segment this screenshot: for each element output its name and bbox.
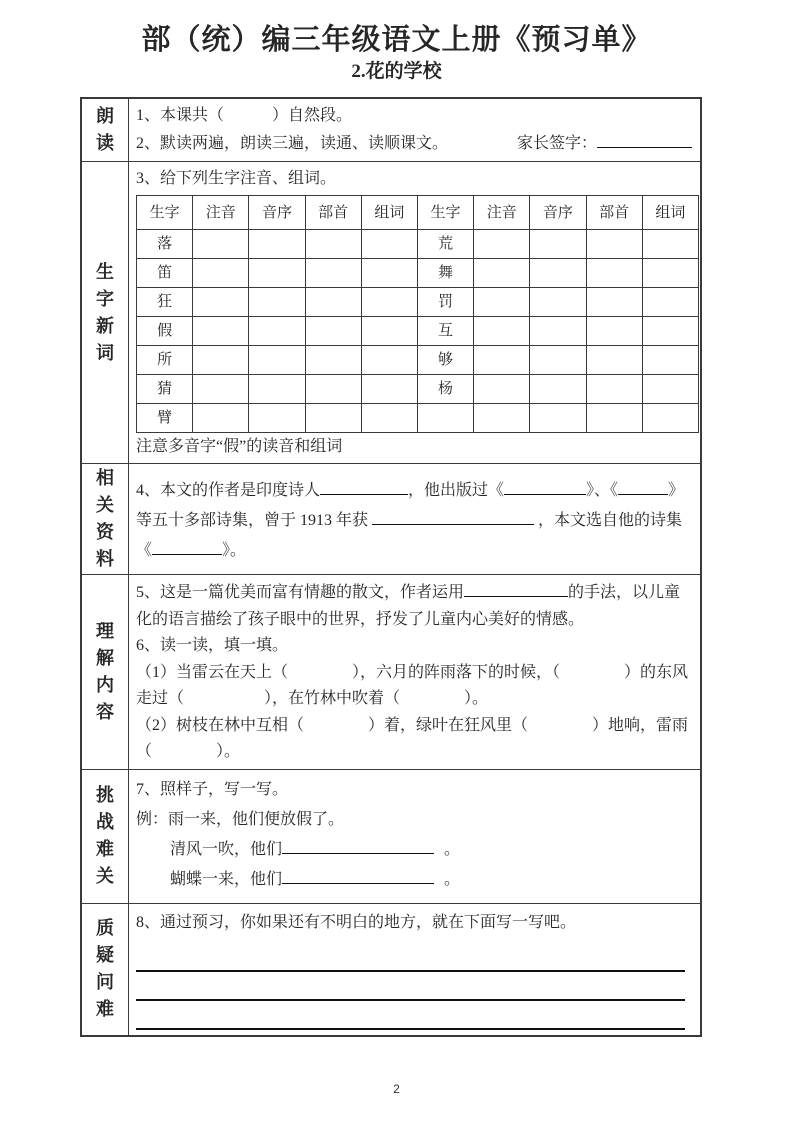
char-table-header: 组词: [642, 196, 698, 230]
reading-item-2: 2、默读两遍，朗读三遍，读通、读顺课文。: [136, 135, 449, 152]
blank-underline: [464, 582, 568, 597]
section-label-cell: [82, 162, 129, 463]
char-table-empty-cell: [642, 317, 698, 346]
char-table-empty-cell: [474, 346, 530, 375]
char-table-header-row: [137, 196, 699, 230]
question-q8: 8、通过预习，你如果还有不明白的地方，就在下面写一写吧。: [136, 913, 577, 931]
char-cell: 杨: [417, 375, 473, 404]
blank-underline: [320, 480, 408, 495]
char-table-empty-cell: [249, 404, 305, 433]
challenge-example: 例：雨一来，他们便放假了。: [136, 810, 345, 828]
char-table-empty-cell: [586, 404, 642, 433]
char-table-empty-cell: [530, 346, 586, 375]
comprehension-q5: [136, 580, 692, 633]
info-line-3: [136, 536, 692, 566]
info-line-2: [136, 506, 692, 536]
char-table-empty-cell: [642, 288, 698, 317]
char-table-empty-cell: [305, 288, 361, 317]
info-line-1: [136, 476, 692, 506]
polyphone-note: 注意多音字“假”的读音和组词: [136, 438, 343, 455]
char-table-empty-cell: [642, 259, 698, 288]
chars-intro: 3、给下列生字注音、组词。: [136, 170, 337, 187]
char-cell: 荒: [417, 230, 473, 259]
char-cell: 狂: [137, 288, 193, 317]
info-text: 》、《: [586, 482, 619, 499]
worksheet-table: [80, 97, 702, 1037]
char-table-empty-cell: [530, 230, 586, 259]
section-new-characters: [82, 161, 700, 463]
char-table-empty-cell: [474, 288, 530, 317]
sentence-text: 。: [444, 870, 461, 888]
char-table-header: 生字: [417, 196, 473, 230]
char-table-empty-cell: [193, 404, 249, 433]
section-content: [129, 770, 700, 903]
char-table-empty-cell: [305, 230, 361, 259]
section-label: 生字新词: [96, 261, 114, 363]
char-table-empty-cell: [530, 288, 586, 317]
character-table: [136, 195, 699, 433]
info-text: 4、本文的作者是印度诗人: [136, 482, 321, 499]
write-in-line: [136, 1001, 685, 1030]
challenge-q7: 7、照样子，写一写。: [136, 780, 289, 798]
comprehension-q6: 6、读一读，填一填。: [136, 637, 289, 654]
char-table-empty-cell: [586, 317, 642, 346]
page-title: 部（统）编三年级语文上册《预习单》: [141, 24, 652, 56]
sentence-text: 蝴蝶一来，他们: [170, 870, 283, 888]
char-cell: 猜: [137, 375, 193, 404]
section-label: 相关资料: [96, 468, 114, 569]
info-text: 《: [136, 542, 153, 559]
char-table-header: 组词: [361, 196, 417, 230]
info-text: 》: [668, 482, 685, 499]
char-table-empty-cell: [361, 317, 417, 346]
section-label: 理解内容: [96, 620, 114, 722]
char-table-empty-cell: [474, 317, 530, 346]
char-table-empty-cell: [642, 346, 698, 375]
char-cell: 落: [137, 230, 193, 259]
blank-underline: [618, 480, 668, 495]
write-in-line: [136, 972, 685, 1001]
char-table-empty-cell: [361, 288, 417, 317]
char-table-row: [137, 288, 699, 317]
section-related-info: [82, 463, 700, 574]
char-table-header: 注音: [474, 196, 530, 230]
write-in-line: [136, 943, 685, 972]
sentence-text: 。: [444, 840, 461, 858]
info-text: 》。: [222, 542, 247, 559]
comprehension-q6-2: （2）树枝在林中互相（ ）着，绿叶在狂风里（ ）地响，雷雨（ ）。: [136, 716, 689, 760]
char-table-empty-cell: [474, 259, 530, 288]
lesson-subtitle: 2.花的学校: [351, 61, 442, 82]
char-cell: 笛: [137, 259, 193, 288]
section-label-cell: [82, 464, 129, 574]
q5-text: 5、这是一篇优美而富有情趣的散文，作者运用: [136, 584, 465, 601]
section-challenge: [82, 769, 700, 903]
char-table-empty-cell: [586, 375, 642, 404]
char-table-row: [137, 259, 699, 288]
char-table-empty-cell: [305, 375, 361, 404]
char-table-empty-cell: [305, 259, 361, 288]
char-table-empty-cell: [530, 259, 586, 288]
section-reading: [82, 99, 700, 161]
char-table-empty-cell: [474, 375, 530, 404]
char-table-empty-cell: [305, 317, 361, 346]
section-content: [129, 99, 700, 161]
section-label-cell: [82, 770, 129, 903]
section-content: [129, 162, 700, 463]
char-cell: 舞: [417, 259, 473, 288]
char-table-empty-cell: [249, 259, 305, 288]
char-table-empty-cell: [361, 259, 417, 288]
char-table-header: 音序: [249, 196, 305, 230]
char-table-empty-cell: [586, 288, 642, 317]
blank-underline: [282, 869, 434, 884]
char-table-empty-cell: [193, 346, 249, 375]
char-table-empty-cell: [586, 230, 642, 259]
char-table-empty-cell: [305, 346, 361, 375]
blank-underline: [152, 540, 222, 555]
char-table-empty-cell: [642, 404, 698, 433]
char-table-empty-cell: [193, 230, 249, 259]
char-table-empty-cell: [193, 317, 249, 346]
char-table-header: 注音: [193, 196, 249, 230]
comprehension-q6-1: （1）当雷云在天上（ ），六月的阵雨落下的时候，（ ）的东风走过（ ），在竹林中吹着（ ）。: [136, 663, 689, 707]
char-table-row: [137, 230, 699, 259]
sentence-text: 清风一吹，他们: [170, 840, 283, 858]
section-label: 挑战难关: [96, 785, 114, 886]
char-cell: [417, 404, 473, 433]
blank-underline: [282, 839, 434, 854]
char-table-empty-cell: [474, 230, 530, 259]
info-text: ，本文选自他的诗集: [538, 512, 683, 529]
blank-underline: [372, 510, 534, 525]
char-table-row: [137, 317, 699, 346]
char-table-empty-cell: [249, 288, 305, 317]
char-table-row: [137, 404, 699, 433]
char-cell: 互: [417, 317, 473, 346]
char-table-empty-cell: [474, 404, 530, 433]
reading-item-1: 1、本课共（ ）自然段。: [136, 107, 353, 124]
parent-signature: [517, 130, 692, 158]
char-table-empty-cell: [586, 346, 642, 375]
info-text: ，他出版过《: [408, 482, 505, 499]
section-label-cell: [82, 904, 129, 1035]
char-cell: 罚: [417, 288, 473, 317]
section-label-cell: [82, 99, 129, 161]
char-table-empty-cell: [361, 375, 417, 404]
parent-signature-label: 家长签字：: [516, 135, 597, 152]
char-table-empty-cell: [193, 259, 249, 288]
section-content: [129, 464, 700, 574]
char-table-empty-cell: [193, 288, 249, 317]
char-cell: 假: [137, 317, 193, 346]
info-text: 等五十多部诗集，曾于 1913 年获: [136, 512, 369, 529]
char-cell: 所: [137, 346, 193, 375]
section-label: 质疑问难: [96, 918, 114, 1019]
section-label: 朗读: [96, 106, 114, 153]
char-table-empty-cell: [642, 230, 698, 259]
char-cell: 臂: [137, 404, 193, 433]
reading-item-2-row: [136, 130, 692, 158]
section-questions: [82, 903, 700, 1035]
char-table-header: 生字: [137, 196, 193, 230]
challenge-sentence-1: [136, 835, 692, 865]
char-table-empty-cell: [530, 404, 586, 433]
char-table-empty-cell: [193, 375, 249, 404]
char-table-empty-cell: [249, 375, 305, 404]
char-table-empty-cell: [249, 230, 305, 259]
char-table-header: 部首: [305, 196, 361, 230]
char-table-empty-cell: [586, 259, 642, 288]
section-content: [129, 904, 700, 1035]
char-cell: 够: [417, 346, 473, 375]
char-table-empty-cell: [642, 375, 698, 404]
char-table-empty-cell: [530, 375, 586, 404]
char-table-row: [137, 375, 699, 404]
char-table-header: 部首: [586, 196, 642, 230]
blank-underline: [597, 133, 692, 148]
char-table-empty-cell: [249, 317, 305, 346]
char-table-empty-cell: [249, 346, 305, 375]
char-table-empty-cell: [361, 230, 417, 259]
section-comprehension: [82, 574, 700, 769]
section-label-cell: [82, 575, 129, 769]
char-table-empty-cell: [530, 317, 586, 346]
char-table-row: [137, 346, 699, 375]
section-content: [129, 575, 700, 769]
page-number: 2: [393, 1082, 400, 1096]
blank-underline: [504, 480, 586, 495]
q5-text: 的手法，以儿童化的语言描绘了孩子眼中的世界，抒发了儿童内心美好的情感。: [136, 584, 681, 628]
challenge-sentence-2: [136, 865, 692, 895]
char-table-empty-cell: [361, 346, 417, 375]
char-table-empty-cell: [361, 404, 417, 433]
char-table-empty-cell: [305, 404, 361, 433]
char-table-header: 音序: [530, 196, 586, 230]
